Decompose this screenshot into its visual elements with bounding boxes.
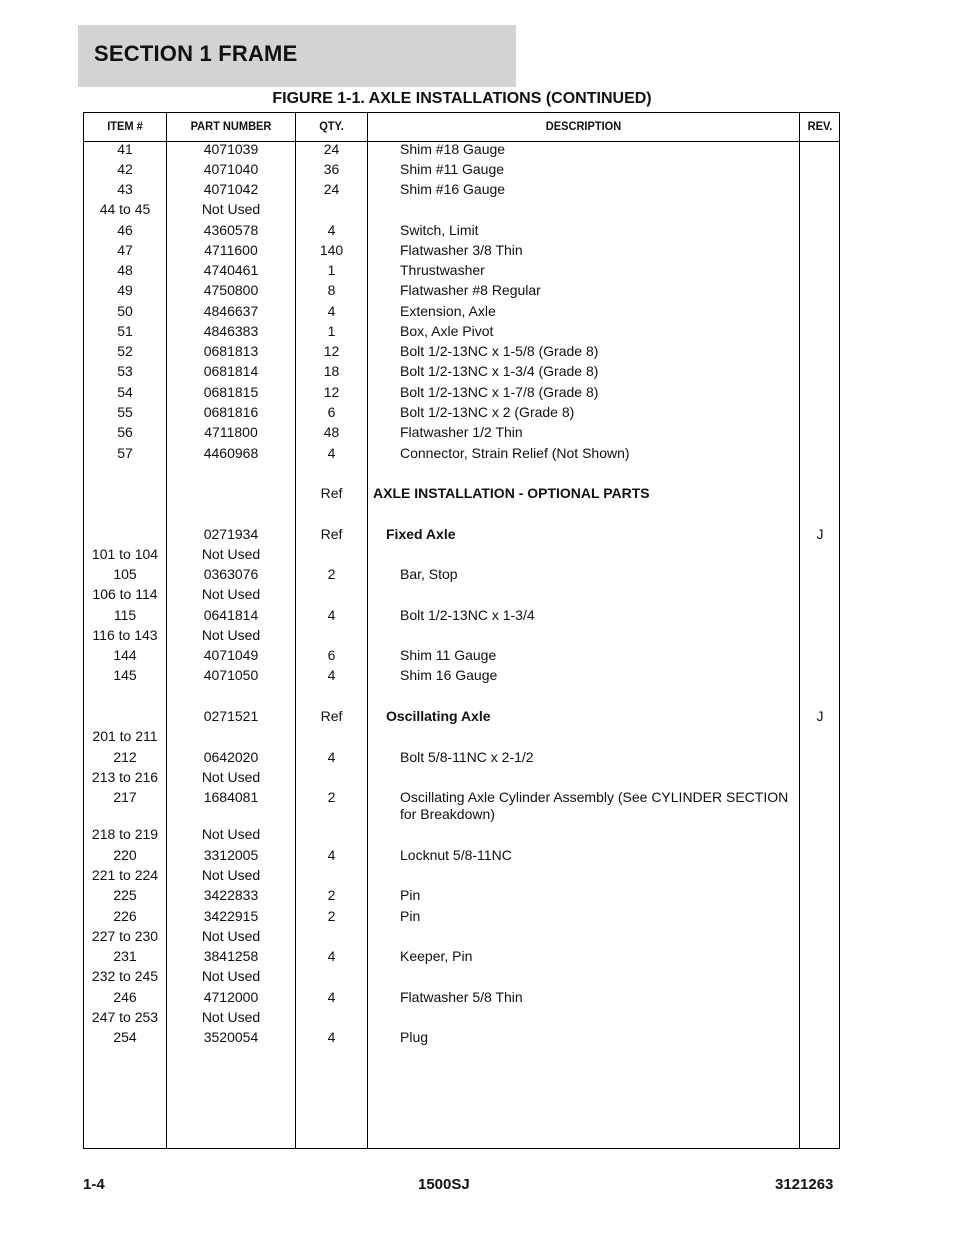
item-number: 246 — [113, 989, 137, 1005]
header-description: DESCRIPTION — [545, 119, 622, 133]
description: Shim #16 Gauge — [400, 181, 506, 197]
item-number: 101 to 104 — [91, 546, 159, 562]
description: Shim #11 Gauge — [400, 161, 505, 177]
part-number: 4711800 — [204, 424, 258, 440]
quantity: 4 — [327, 989, 336, 1005]
quantity: 4 — [327, 749, 336, 765]
header-rev: REV. — [807, 119, 833, 133]
revision: J — [816, 526, 824, 542]
description: Shim #18 Gauge — [400, 141, 506, 157]
description: AXLE INSTALLATION - OPTIONAL PARTS — [373, 485, 650, 501]
column-divider — [367, 113, 368, 1148]
quantity: 1 — [327, 262, 336, 278]
quantity: 2 — [327, 566, 336, 582]
part-number: 4846383 — [203, 323, 259, 339]
part-number: 4712000 — [203, 989, 259, 1005]
quantity: 24 — [323, 181, 340, 197]
revision: J — [816, 708, 824, 724]
item-number: 57 — [117, 445, 133, 461]
item-number: 55 — [117, 404, 133, 420]
item-number: 41 — [117, 141, 133, 157]
section-header — [78, 25, 516, 87]
part-number: 4071050 — [203, 667, 259, 683]
part-number: 4460968 — [203, 445, 259, 461]
quantity: 24 — [323, 141, 340, 157]
quantity: 140 — [319, 242, 344, 258]
quantity: 6 — [327, 404, 336, 420]
item-number: 56 — [117, 424, 133, 440]
item-number: 105 — [113, 566, 137, 582]
figure-title: FIGURE 1-1. AXLE INSTALLATIONS (CONTINUED) — [272, 90, 652, 107]
description: Bolt 1/2-13NC x 2 (Grade 8) — [400, 404, 575, 420]
description: Oscillating Axle Cylinder Assembly (See CYLINDER SECTION for Breakdown) — [400, 789, 789, 822]
part-number: Not Used — [201, 546, 261, 562]
description: Fixed Axle — [386, 526, 456, 542]
item-number: 106 to 114 — [92, 586, 158, 602]
part-number: 4071039 — [203, 141, 259, 157]
part-number: 4071040 — [203, 161, 259, 177]
item-number: 144 — [113, 647, 137, 663]
item-number: 52 — [117, 343, 133, 359]
quantity: 4 — [327, 222, 336, 238]
part-number: 4071049 — [203, 647, 259, 663]
description: Flatwasher 1/2 Thin — [400, 424, 523, 440]
description: Flatwasher 5/8 Thin — [400, 989, 523, 1005]
part-number: Not Used — [201, 769, 261, 785]
part-number: 3422915 — [203, 908, 259, 924]
quantity: 48 — [323, 424, 340, 440]
part-number: 4740461 — [203, 262, 259, 278]
quantity: Ref — [320, 526, 343, 542]
part-number: 3422833 — [203, 887, 259, 903]
part-number: 3841258 — [203, 948, 259, 964]
quantity: 8 — [327, 282, 336, 298]
item-number: 232 to 245 — [91, 968, 159, 984]
quantity: 6 — [327, 647, 336, 663]
part-number: 0641814 — [203, 607, 259, 623]
part-number: Not Used — [201, 968, 261, 984]
description: Keeper, Pin — [400, 948, 473, 964]
quantity: 12 — [323, 384, 340, 400]
quantity: 12 — [323, 343, 340, 359]
item-number: 116 to 143 — [92, 627, 158, 643]
quantity: 4 — [327, 667, 336, 683]
item-number: 46 — [117, 222, 133, 238]
quantity: 4 — [327, 948, 336, 964]
part-number: 0271934 — [203, 526, 259, 542]
part-number: 0681815 — [203, 384, 259, 400]
quantity: 4 — [327, 303, 336, 319]
item-number: 227 to 230 — [91, 928, 159, 944]
item-number: 43 — [117, 181, 133, 197]
quantity: 36 — [323, 161, 340, 177]
part-number: Not Used — [201, 1009, 261, 1025]
quantity: Ref — [320, 485, 343, 501]
description: Locknut 5/8-11NC — [400, 847, 512, 863]
item-number: 225 — [113, 887, 137, 903]
item-number: 48 — [117, 262, 133, 278]
part-number: 0681813 — [203, 343, 259, 359]
model-name: 1500SJ — [418, 1176, 470, 1193]
header-item: ITEM # — [107, 119, 143, 133]
quantity: 2 — [327, 887, 336, 903]
quantity: 4 — [327, 445, 336, 461]
item-number: 49 — [117, 282, 133, 298]
description: Extension, Axle — [400, 303, 496, 319]
description: Flatwasher 3/8 Thin — [400, 242, 523, 258]
description: Plug — [400, 1029, 429, 1045]
description: Box, Axle Pivot — [400, 323, 494, 339]
description: Thrustwasher — [400, 262, 485, 278]
description: Bolt 5/8-11NC x 2-1/2 — [400, 749, 534, 765]
item-number: 54 — [117, 384, 133, 400]
part-number: 0363076 — [203, 566, 259, 582]
part-number: Not Used — [201, 928, 261, 944]
description: Bar, Stop — [400, 566, 458, 582]
page-number: 1-4 — [83, 1176, 105, 1193]
description: Switch, Limit — [400, 222, 479, 238]
item-number: 220 — [113, 847, 137, 863]
item-number: 218 to 219 — [91, 826, 159, 842]
description: Shim 16 Gauge — [400, 667, 498, 683]
quantity: 4 — [327, 1029, 336, 1045]
description: Bolt 1/2-13NC x 1-7/8 (Grade 8) — [400, 384, 599, 400]
item-number: 42 — [117, 161, 133, 177]
quantity: 4 — [327, 607, 336, 623]
quantity: 4 — [327, 847, 336, 863]
item-number: 254 — [113, 1029, 137, 1045]
document-number: 3121263 — [775, 1176, 834, 1193]
description: Flatwasher #8 Regular — [400, 282, 541, 298]
quantity: 2 — [327, 789, 336, 805]
table-header-row — [84, 113, 839, 142]
description: Bolt 1/2-13NC x 1-3/4 — [400, 607, 535, 623]
description: Pin — [400, 887, 421, 903]
item-number: 47 — [117, 242, 133, 258]
item-number: 212 — [113, 749, 137, 765]
description: Connector, Strain Relief (Not Shown) — [400, 445, 630, 461]
description: Oscillating Axle — [386, 708, 491, 724]
item-number: 247 to 253 — [91, 1009, 159, 1025]
section-title: SECTION 1 FRAME — [94, 41, 298, 66]
part-number: Not Used — [201, 627, 261, 643]
description: Bolt 1/2-13NC x 1-5/8 (Grade 8) — [400, 343, 599, 359]
quantity: Ref — [320, 708, 343, 724]
item-number: 44 to 45 — [99, 201, 151, 217]
part-number: 1684081 — [203, 789, 259, 805]
item-number: 115 — [113, 607, 137, 623]
part-number: 0681814 — [203, 363, 259, 379]
item-number: 231 — [113, 948, 137, 964]
parts-table — [83, 112, 840, 1149]
part-number: 3520054 — [203, 1029, 259, 1045]
quantity: 1 — [327, 323, 336, 339]
item-number: 226 — [113, 908, 137, 924]
header-part-number: PART NUMBER — [190, 119, 272, 133]
part-number: Not Used — [201, 201, 261, 217]
description: Pin — [400, 908, 421, 924]
part-number: Not Used — [201, 826, 261, 842]
quantity: 2 — [327, 908, 336, 924]
part-number: 4360578 — [203, 222, 259, 238]
item-number: 221 to 224 — [91, 867, 159, 883]
part-number: 0642020 — [203, 749, 259, 765]
part-number: 4071042 — [203, 181, 259, 197]
header-qty: QTY. — [319, 119, 344, 133]
item-number: 201 to 211 — [92, 728, 158, 744]
item-number: 217 — [113, 789, 137, 805]
item-number: 53 — [117, 363, 133, 379]
part-number: 0271521 — [203, 708, 259, 724]
part-number: 3312005 — [203, 847, 259, 863]
part-number: 4846637 — [203, 303, 259, 319]
item-number: 145 — [113, 667, 137, 683]
item-number: 50 — [117, 303, 133, 319]
quantity: 18 — [323, 363, 340, 379]
item-number: 51 — [117, 323, 133, 339]
part-number: 0681816 — [203, 404, 259, 420]
part-number: 4750800 — [203, 282, 259, 298]
description: Bolt 1/2-13NC x 1-3/4 (Grade 8) — [400, 363, 599, 379]
part-number: Not Used — [201, 586, 261, 602]
part-number: Not Used — [201, 867, 261, 883]
description: Shim 11 Gauge — [400, 647, 497, 663]
part-number: 4711600 — [204, 242, 258, 258]
item-number: 213 to 216 — [91, 769, 159, 785]
